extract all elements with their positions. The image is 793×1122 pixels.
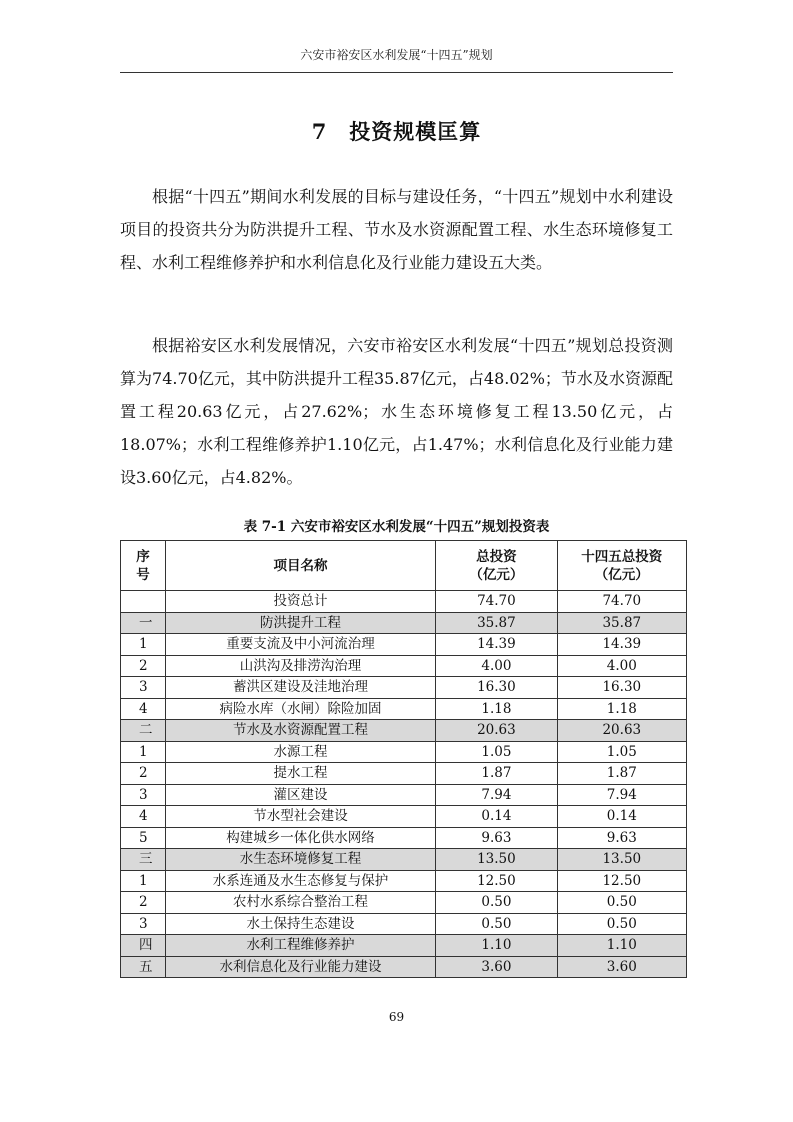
cell-plan-investment: 14.39 <box>557 634 686 656</box>
cell-total-investment: 3.60 <box>436 956 557 978</box>
cell-project-name: 水生态环境修复工程 <box>165 849 435 871</box>
cell-serial: 五 <box>121 956 166 978</box>
cell-total-investment: 1.05 <box>436 741 557 763</box>
cell-serial: 一 <box>121 612 166 634</box>
cell-project-name: 山洪沟及排涝沟治理 <box>165 655 435 677</box>
cell-plan-investment: 13.50 <box>557 849 686 871</box>
cell-serial: 二 <box>121 720 166 742</box>
cell-plan-investment: 1.87 <box>557 763 686 785</box>
table-row <box>121 698 687 720</box>
table-row <box>121 677 687 699</box>
cell-serial: 5 <box>121 827 166 849</box>
header-plan-line2: （亿元） <box>594 566 649 583</box>
table-category-row <box>121 720 687 742</box>
cell-serial: 2 <box>121 763 166 785</box>
cell-project-name: 灌区建设 <box>165 784 435 806</box>
table-row <box>121 806 687 828</box>
header-project-name: 项目名称 <box>165 541 435 591</box>
header-rule <box>120 72 673 73</box>
cell-total-investment: 7.94 <box>436 784 557 806</box>
header-total-line2: （亿元） <box>469 566 524 583</box>
cell-serial: 3 <box>121 784 166 806</box>
cell-project-name: 水利工程维修养护 <box>165 935 435 957</box>
cell-project-name: 水利信息化及行业能力建设 <box>165 956 435 978</box>
cell-total-investment: 0.50 <box>436 913 557 935</box>
table-caption: 表 7-1 六安市裕安区水利发展“十四五”规划投资表 <box>243 519 550 535</box>
cell-plan-investment: 4.00 <box>557 655 686 677</box>
table-category-row <box>121 935 687 957</box>
header-serial-line2: 号 <box>136 566 150 583</box>
cell-total-investment: 20.63 <box>436 720 557 742</box>
cell-total-investment: 1.87 <box>436 763 557 785</box>
table-row <box>121 741 687 763</box>
cell-project-name: 节水及水资源配置工程 <box>165 720 435 742</box>
cell-serial: 三 <box>121 849 166 871</box>
cell-total-investment: 74.70 <box>436 591 557 613</box>
cell-project-name: 投资总计 <box>165 591 435 613</box>
cell-total-investment: 35.87 <box>436 612 557 634</box>
cell-plan-investment: 74.70 <box>557 591 686 613</box>
table-row <box>121 784 687 806</box>
header-plan-line1: 十四五总投资 <box>581 548 663 565</box>
cell-project-name: 节水型社会建设 <box>165 806 435 828</box>
table-category-row <box>121 849 687 871</box>
cell-plan-investment: 35.87 <box>557 612 686 634</box>
cell-serial: 1 <box>121 741 166 763</box>
table-row <box>121 870 687 892</box>
chapter-title: 7 投资规模匡算 <box>311 119 482 144</box>
cell-serial: 3 <box>121 677 166 699</box>
cell-plan-investment: 1.05 <box>557 741 686 763</box>
cell-serial: 1 <box>121 634 166 656</box>
header-serial-line1: 序 <box>136 548 150 565</box>
investment-table <box>120 540 687 978</box>
table-row <box>121 655 687 677</box>
running-header: 六安市裕安区水利发展“十四五”规划 <box>300 48 493 62</box>
cell-plan-investment: 1.18 <box>557 698 686 720</box>
cell-serial: 2 <box>121 655 166 677</box>
table-header-row <box>121 541 687 591</box>
cell-plan-investment: 0.50 <box>557 892 686 914</box>
cell-project-name: 水系连通及水生态修复与保护 <box>165 870 435 892</box>
cell-total-investment: 14.39 <box>436 634 557 656</box>
table-category-row <box>121 956 687 978</box>
cell-serial: 3 <box>121 913 166 935</box>
cell-plan-investment: 16.30 <box>557 677 686 699</box>
cell-total-investment: 13.50 <box>436 849 557 871</box>
page-number: 69 <box>388 1010 405 1024</box>
header-total-investment <box>436 541 557 591</box>
header-plan-investment <box>557 541 686 591</box>
cell-project-name: 蓄洪区建设及洼地治理 <box>165 677 435 699</box>
table-row <box>121 827 687 849</box>
cell-project-name: 水源工程 <box>165 741 435 763</box>
paragraph-intro: 根据“十四五”期间水利发展的目标与建设任务，“十四五”规划中水利建设项目的投资共分为防洪提升工程、节水及水资源配置工程、水生态环境修复工程、水利工程维修养护和水利信息化及行业能力建设五大类。 <box>120 187 673 272</box>
cell-total-investment: 12.50 <box>436 870 557 892</box>
table-row <box>121 591 687 613</box>
cell-serial: 2 <box>121 892 166 914</box>
cell-plan-investment: 1.10 <box>557 935 686 957</box>
cell-plan-investment: 12.50 <box>557 870 686 892</box>
cell-project-name: 病险水库（水闸）除险加固 <box>165 698 435 720</box>
cell-total-investment: 0.14 <box>436 806 557 828</box>
paragraph-investment-summary: 根据裕安区水利发展情况，六安市裕安区水利发展“十四五”规划总投资测算为74.70亿元，其中防洪提升工程35.87亿元，占48.02%；节水及水资源配置工程20.63亿元，占27.62%；水生态环境修复工程13.50亿元，占18.07%；水利工程维修养护1.10亿元，占1.47%；水利信息化及行业能力建设3.60亿元，占4.82%。 <box>120 336 673 487</box>
cell-total-investment: 4.00 <box>436 655 557 677</box>
table-row <box>121 763 687 785</box>
cell-total-investment: 16.30 <box>436 677 557 699</box>
cell-project-name: 构建城乡一体化供水网络 <box>165 827 435 849</box>
table-row <box>121 892 687 914</box>
cell-plan-investment: 20.63 <box>557 720 686 742</box>
cell-plan-investment: 0.14 <box>557 806 686 828</box>
cell-plan-investment: 3.60 <box>557 956 686 978</box>
cell-plan-investment: 0.50 <box>557 913 686 935</box>
cell-serial: 四 <box>121 935 166 957</box>
cell-total-investment: 1.10 <box>436 935 557 957</box>
cell-project-name: 防洪提升工程 <box>165 612 435 634</box>
cell-plan-investment: 7.94 <box>557 784 686 806</box>
table-row <box>121 913 687 935</box>
header-total-line1: 总投资 <box>476 548 517 565</box>
table-body <box>121 591 687 978</box>
header-serial-number <box>121 541 166 591</box>
cell-serial: 4 <box>121 806 166 828</box>
cell-total-investment: 0.50 <box>436 892 557 914</box>
table-row <box>121 634 687 656</box>
cell-project-name: 重要支流及中小河流治理 <box>165 634 435 656</box>
cell-total-investment: 9.63 <box>436 827 557 849</box>
cell-serial <box>121 591 166 613</box>
cell-project-name: 农村水系综合整治工程 <box>165 892 435 914</box>
cell-project-name: 水土保持生态建设 <box>165 913 435 935</box>
cell-total-investment: 1.18 <box>436 698 557 720</box>
cell-project-name: 提水工程 <box>165 763 435 785</box>
cell-serial: 1 <box>121 870 166 892</box>
table-category-row <box>121 612 687 634</box>
cell-serial: 4 <box>121 698 166 720</box>
cell-plan-investment: 9.63 <box>557 827 686 849</box>
